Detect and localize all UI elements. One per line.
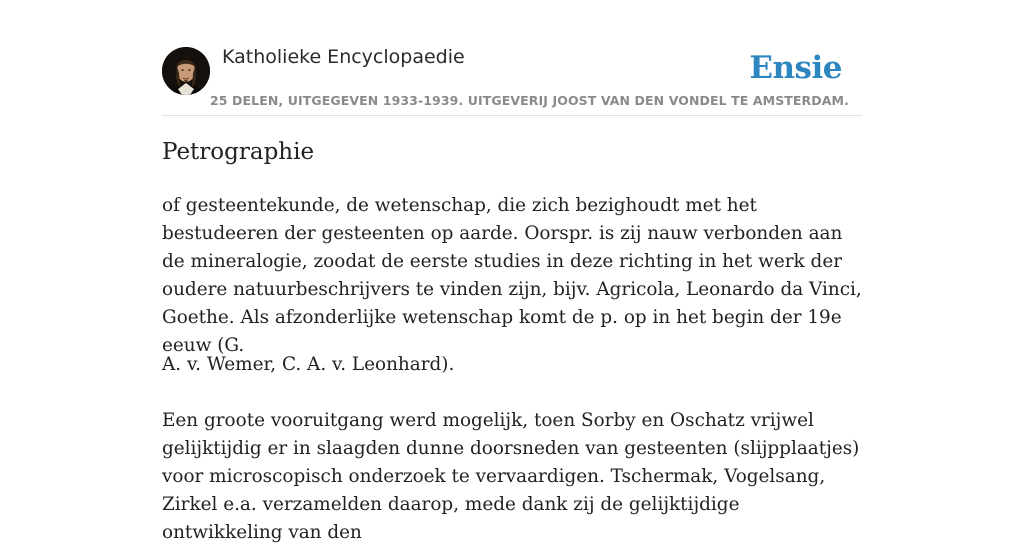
article-paragraph: Een groote vooruitgang werd mogelijk, toen Sorby en Oschatz vrijwel gelijktijdig er in slaagden dunne doorsneden van gesteenten (slijpplaatjes) voor microscopisch onderzoek te vervaardigen. Tschermak, Vogelsang, Zirkel e.a. verzamelden daarop, mede dank zij de gelijktijdige ontwikkeling van den bbox=[162, 410, 860, 543]
article-paragraph: A. v. Wemer, C. A. v. Leonhard). bbox=[162, 354, 455, 375]
site-header bbox=[162, 0, 862, 116]
publication-name[interactable]: Katholieke Encyclopaedie bbox=[222, 46, 465, 68]
publication-meta: 25 DELEN, UITGEGEVEN 1933-1939. UITGEVERIJ JOOST VAN DEN VONDEL TE AMSTERDAM. bbox=[210, 93, 849, 108]
page bbox=[162, 0, 862, 543]
article-title: Petrographie bbox=[162, 139, 315, 165]
article-paragraph: of gesteentekunde, de wetenschap, die zich bezighoudt met het bestudeeren der gesteenten op aarde. Oorspr. is zij nauw verbonden aan de mineralogie, zoodat de eerste studies in deze richting in het werk der oudere natuurbeschrijvers te vinden zijn, bijv. Agricola, Leonardo da Vinci, Goethe. Als afzonderlijke wetenschap komt de p. op in het begin der 19e eeuw (G. bbox=[162, 195, 862, 356]
portrait-avatar-icon[interactable] bbox=[162, 47, 210, 95]
ensie-logo-link[interactable]: Ensie bbox=[749, 50, 842, 86]
